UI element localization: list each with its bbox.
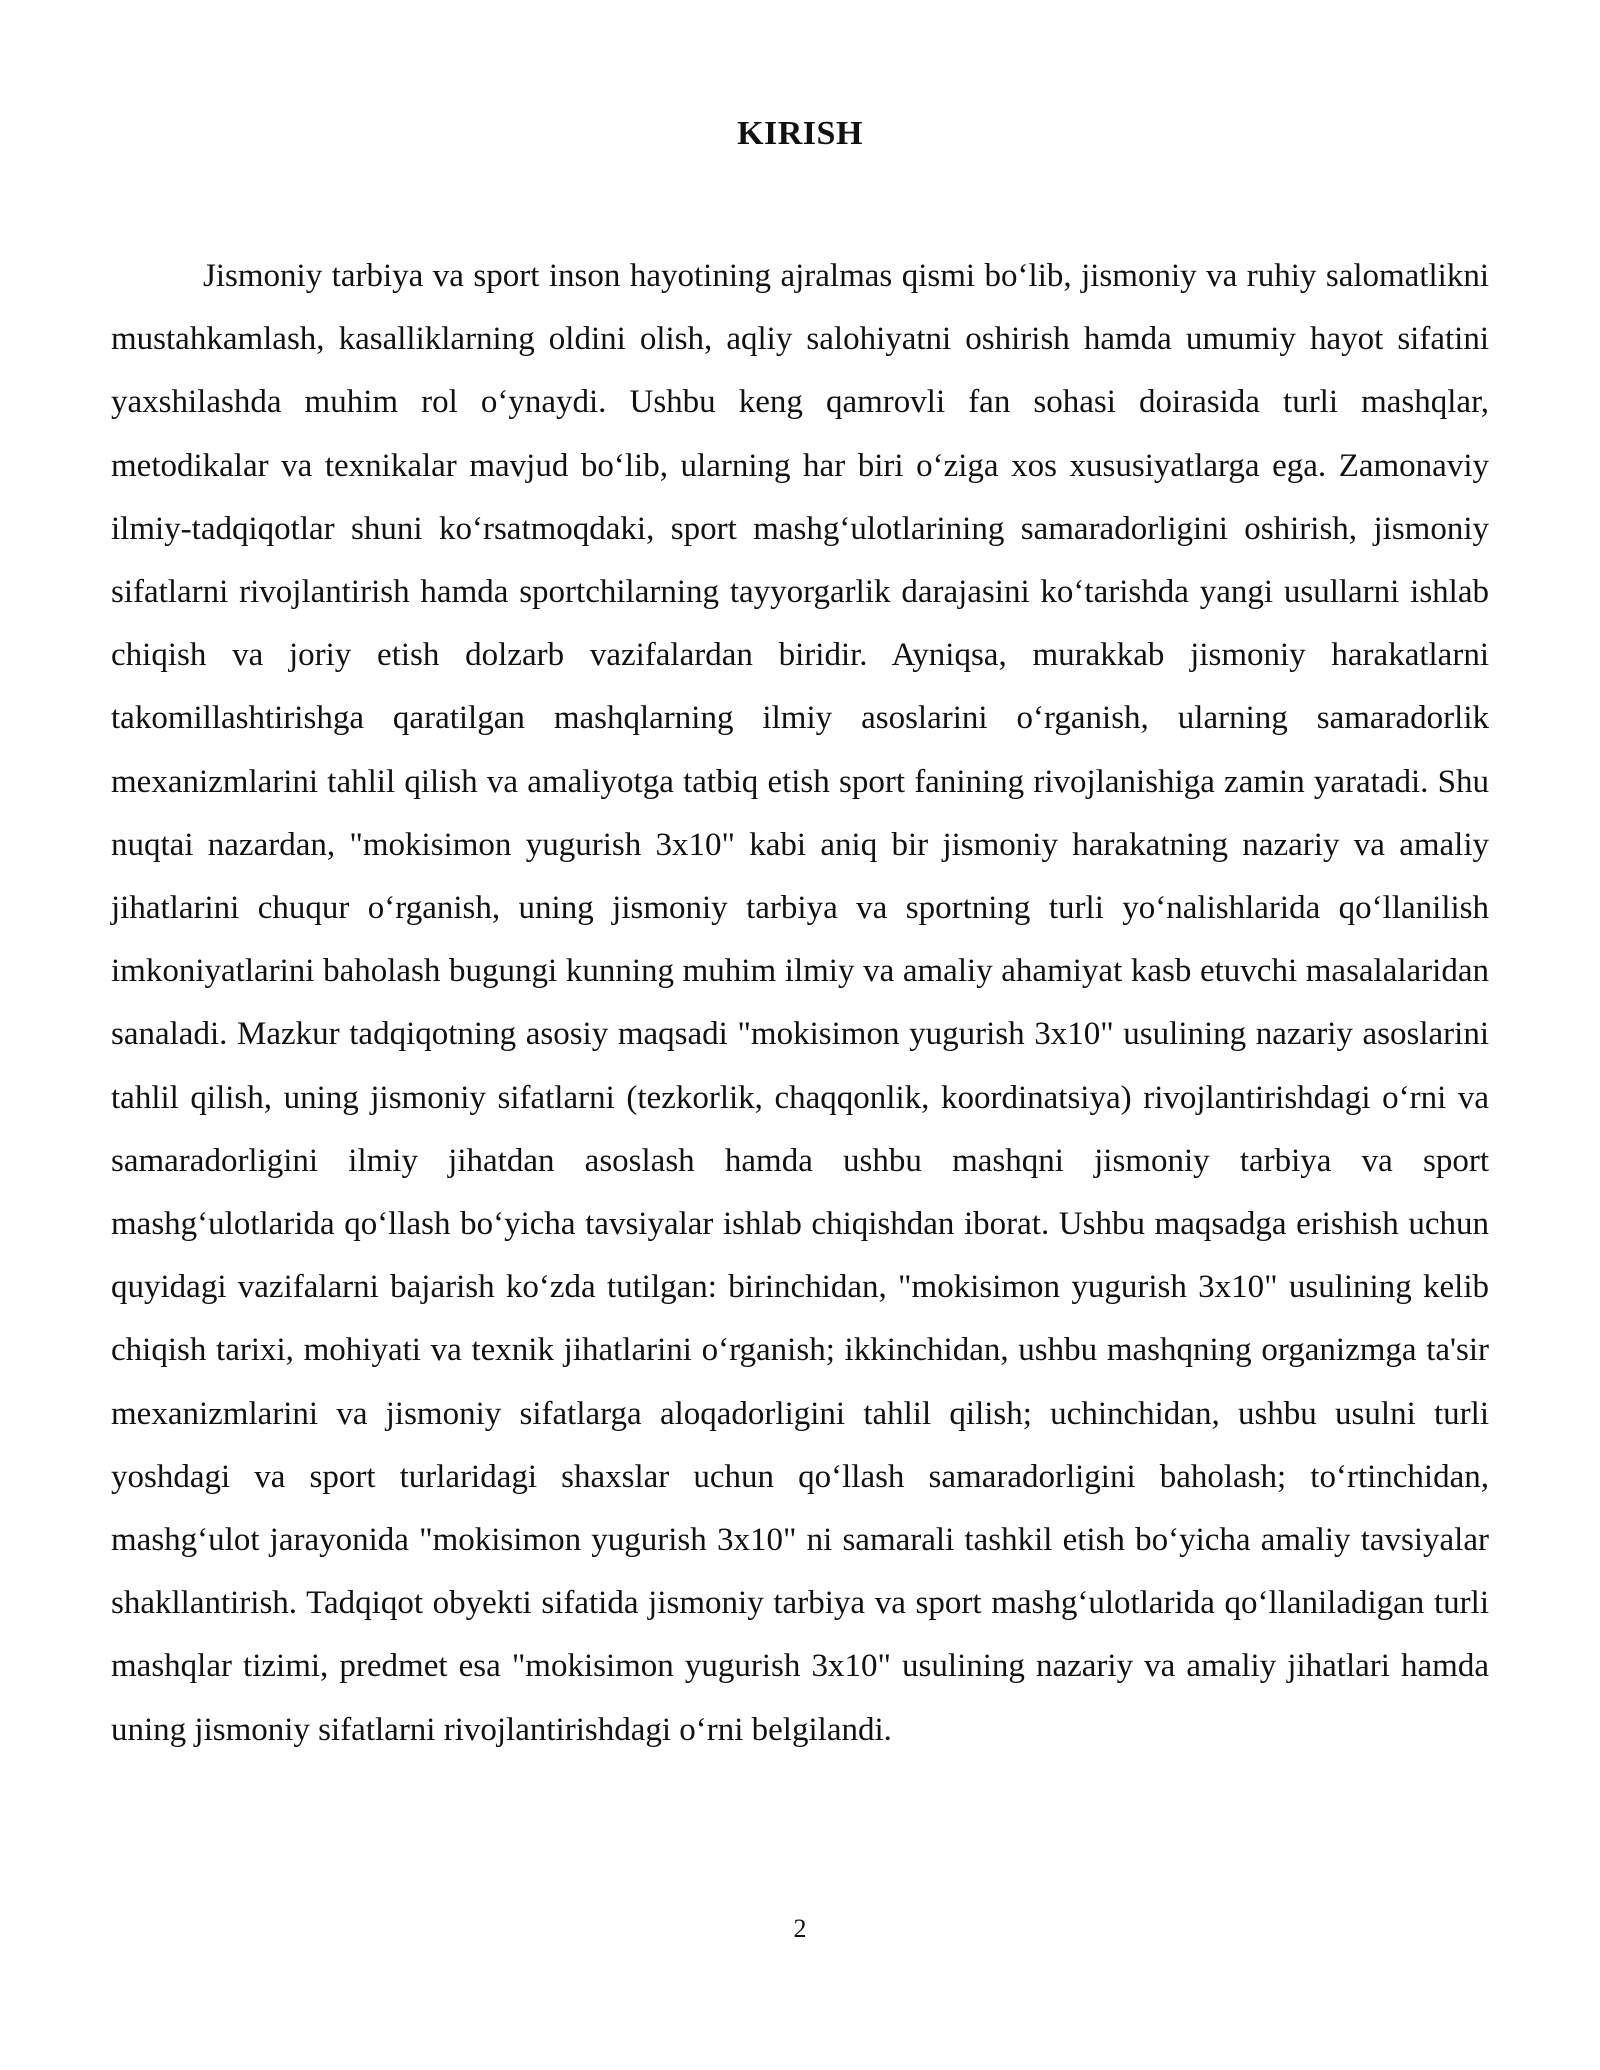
body-paragraph: Jismoniy tarbiya va sport inson hayotining ajralmas qismi bo‘lib, jismoniy va ruhiy salomatlikni mustahkamlash, kasalliklarning oldini olish, aqliy salohiyatni oshirish hamda umumiy hayot sifatini yaxshilashda muhim rol o‘ynaydi. Ushbu keng qamrovli fan sohasi doirasida turli mashqlar, metodikalar va texnikalar mavjud bo‘lib, ularning har biri o‘ziga xos xususiyatlarga ega. Zamonaviy ilmiy-tadqiqotlar shuni ko‘rsatmoqdaki, sport mashg‘ulotlarining samaradorligini oshirish, jismoniy sifatlarni rivojlantirish hamda sportchilarning tayyorgarlik darajasini ko‘tarishda yangi usullarni ishlab chiqish va joriy etish dolzarb vazifalardan biridir. Ayniqsa, murakkab jismoniy harakatlarni takomillashtirishga qaratilgan mashqlarning ilmiy asoslarini o‘rganish, ularning samaradorlik mexanizmlarini tahlil qilish va amaliyotga tatbiq etish sport fanining rivojlanishiga zamin yaratadi. Shu nuqtai nazardan, "mokisimon yugurish 3x10" kabi aniq bir jismoniy harakatning nazariy va amaliy jihatlarini chuqur o‘rganish, uning jismoniy tarbiya va sportning turli yo‘nalishlarida qo‘llanilish imkoniyatlarini baholash bugungi kunning muhim ilmiy va amaliy ahamiyat kasb etuvchi masalalaridan sanaladi. Mazkur tadqiqotning asosiy maqsadi "mokisimon yugurish 3x10" usulining nazariy asoslarini tahlil qilish, uning jismoniy sifatlarni (tezkorlik, chaqqonlik, koordinatsiya) rivojlantirishdagi o‘rni va samaradorligini ilmiy jihatdan asoslash hamda ushbu mashqni jismoniy tarbiya va sport mashg‘ulotlarida qo‘llash bo‘yicha tavsiyalar ishlab chiqishdan iborat. Ushbu maqsadga erishish uchun quyidagi vazifalarni bajarish ko‘zda tutilgan: birinchidan, "mokisimon yugurish 3x10" usulining kelib chiqish tarixi, mohiyati va texnik jihatlarini o‘rganish; ikkinchidan, ushbu mashqning organizmga ta'sir mexanizmlarini va jismoniy sifatlarga aloqadorligini tahlil qilish; uchinchidan, ushbu usulni turli yoshdagi va sport turlaridagi shaxslar uchun qo‘llash samaradorligini baholash; to‘rtinchidan, mashg‘ulot jarayonida "mokisimon yugurish 3x10" ni samarali tashkil etish bo‘yicha amaliy tavsiyalar shakllantirish. Tadqiqot obyekti sifatida jismoniy tarbiya va sport mashg‘ulotlarida qo‘llaniladigan turli mashqlar tizimi, predmet esa "mokisimon yugurish 3x10" usulining nazariy va amaliy jihatlari hamda uning jismoniy sifatlarni rivojlantirishdagi o‘rni belgilandi. (111, 258, 1489, 1748)
page-number: 2 (793, 1914, 807, 1943)
page-title: KIRISH (737, 115, 863, 152)
